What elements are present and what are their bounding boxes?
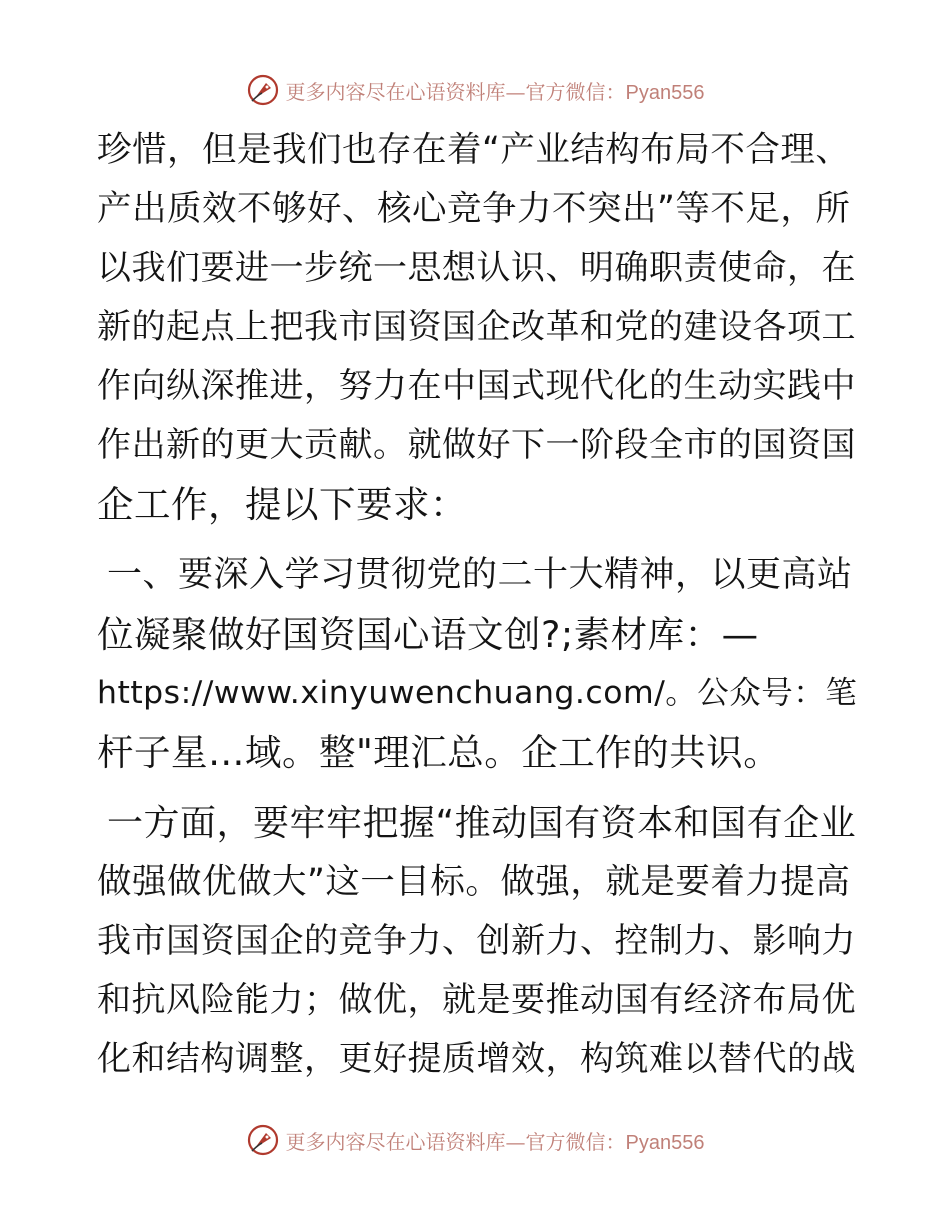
paragraph-3 — [97, 794, 857, 1089]
text-line: 位凝聚做好国资国心语文创?;素材库：— — [97, 613, 759, 656]
text-line: 新的起点上把我市国资国企改革和党的建设各项工 — [97, 307, 856, 347]
url-text-line: https://www.xinyuwenchuang.com/。公众号：笔 — [97, 675, 858, 711]
pen-nib-logo-icon — [246, 1123, 280, 1157]
document-body — [97, 121, 857, 1089]
text-line: 珍惜，但是我们也存在着“产业结构布局不合理、 — [97, 130, 851, 170]
text-line: 做强做优做大”这一目标。做强，就是要着力提高 — [97, 862, 851, 902]
text-line: 一、要深入学习贯彻党的二十大精神，以更高站 — [107, 555, 853, 595]
text-line: 以我们要进一步统一思想认识、明确职责使命，在 — [97, 248, 856, 288]
paragraph-2 — [97, 546, 857, 782]
text-line: 杆子星…域。整"理汇总。企工作的共识。 — [97, 731, 781, 774]
text-line: 和抗风险能力；做优，就是要推动国有经济布局优 — [97, 980, 856, 1020]
footer-banner-handle: Pyan556 — [625, 1131, 705, 1154]
text-line: 产出质效不够好、核心竞争力不突出”等不足，所 — [97, 189, 851, 229]
pen-nib-logo-icon — [246, 73, 280, 107]
text-line: 一方面，要牢牢把握“推动国有资本和国有企业 — [107, 803, 857, 844]
text-line: 企工作，提以下要求： — [97, 483, 467, 526]
footer-banner-text: 更多内容尽在心语资料库—官方微信：Pyan556 — [285, 1129, 705, 1154]
text-line: 我市国资国企的竞争力、创新力、控制力、影响力 — [97, 921, 856, 961]
text-line: 作出新的更大贡献。就做好下一阶段全市的国资国 — [97, 425, 856, 465]
footer-banner — [0, 1120, 950, 1160]
text-line: 化和结构调整，更好提质增效，构筑难以替代的战 — [97, 1039, 856, 1079]
paragraph-1 — [97, 121, 857, 534]
text-line: 作向纵深推进，努力在中国式现代化的生动实践中 — [97, 366, 856, 406]
header-banner — [0, 70, 950, 110]
header-banner-text: 更多内容尽在心语资料库—官方微信：Pyan556 — [285, 79, 705, 104]
header-banner-handle: Pyan556 — [625, 81, 705, 104]
